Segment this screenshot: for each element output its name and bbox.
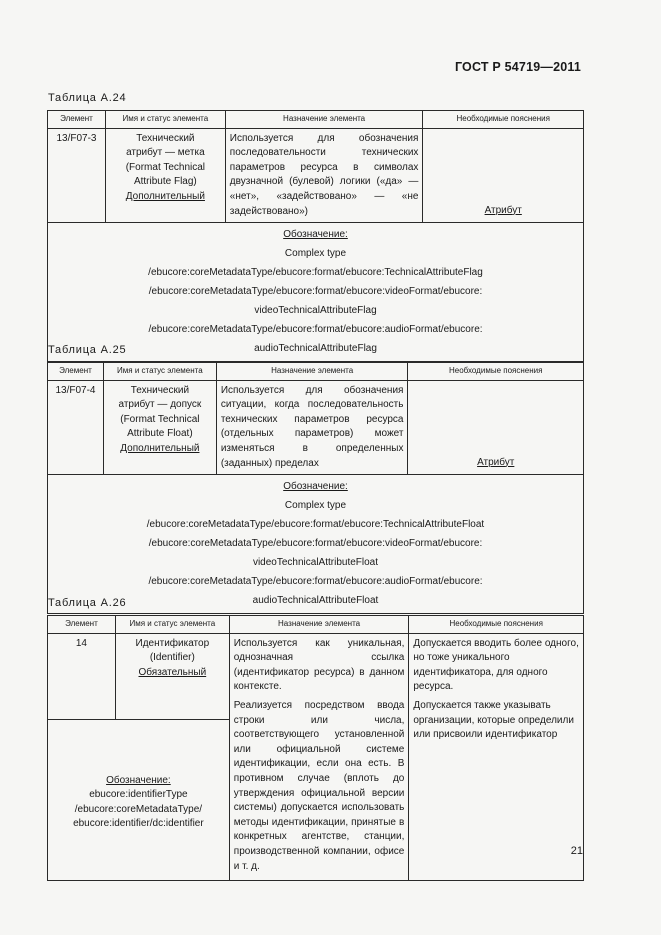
col-header-purpose: Назначение элемента	[229, 616, 409, 634]
table-a26-caption: Таблица А.26	[48, 597, 127, 609]
table-a24	[47, 110, 584, 362]
element-name: Технический атрибут — метка (Format Technical Attribute Flag) Дополнительный	[105, 128, 225, 223]
element-status: Дополнительный	[120, 442, 200, 454]
designation-label: Обозначение:	[283, 229, 348, 241]
designation-block: Обозначение: ebucore:identifierType /ebucore:coreMetadataType/ ebucore:identifier/dc:identifier	[48, 719, 230, 881]
element-status: Дополнительный	[125, 190, 205, 202]
designation-label: Обозначение:	[106, 774, 171, 786]
table-a25-caption: Таблица А.25	[48, 344, 127, 356]
element-name: Технический атрибут — допуск (Format Technical Attribute Float) Дополнительный	[103, 380, 216, 475]
col-header-name: Имя и статус элемента	[115, 616, 229, 634]
col-header-purpose: Назначение элемента	[225, 111, 423, 129]
element-id: 13/F07-3	[48, 128, 106, 223]
designation-label: Обозначение:	[283, 481, 348, 493]
element-notes: Атрибут	[423, 128, 584, 223]
page-number: 21	[570, 845, 583, 857]
col-header-element: Элемент	[48, 616, 116, 634]
table-a25	[47, 362, 584, 614]
col-header-purpose: Назначение элемента	[216, 363, 408, 381]
designation-block: Обозначение: Complex type /ebucore:coreMetadataType/ebucore:format/ebucore:TechnicalAttributeFloat /ebucore:coreMetadataType/ebucore:format/ebucore:videoFormat/ebucore: videoTechnicalAttributeFloat /ebucore:coreMetadataType/ebucore:format/ebucore:audioFormat/ebucore: audioTechnicalAttributeFloat	[48, 475, 584, 614]
element-status: Обязательный	[138, 666, 207, 678]
table-a26	[47, 615, 584, 881]
col-header-notes: Необходимые пояснения	[409, 616, 584, 634]
designation-block: Обозначение: Complex type /ebucore:coreMetadataType/ebucore:format/ebucore:TechnicalAttributeFlag /ebucore:coreMetadataType/ebucore:format/ebucore:videoFormat/ebucore: videoTechnicalAttributeFlag /ebucore:coreMetadataType/ebucore:format/ebucore:audioFormat/ebucore: audioTechnicalAttributeFlag	[48, 223, 584, 362]
col-header-name: Имя и статус элемента	[103, 363, 216, 381]
element-id: 14	[48, 633, 116, 719]
element-purpose: Используется как уникальная, однозначная ссылка (идентификатор ресурса) в данном контексте. Реализуется посредством ввода строки или числа, соответствующего установленной или официальной системе идентификации, если она есть. В противном случае (вплоть до утверждения официальной версии системы) допускается использовать методы идентификации, принятые в конкретных агентстве, станции, производственной компании, офисе и т. д.	[229, 633, 409, 881]
table-a24-caption: Таблица А.24	[48, 92, 127, 104]
element-notes: Атрибут	[408, 380, 584, 475]
element-name: Идентификатор (Identifier) Обязательный	[115, 633, 229, 719]
element-id: 13/F07-4	[48, 380, 104, 475]
element-purpose: Используется для обозначения последовательности технических параметров ресурса в символах двузначной (булевой) логики («да» — «нет», «задействовано» — «не задействовано»)	[225, 128, 423, 223]
standard-header: ГОСТ Р 54719—2011	[454, 60, 581, 74]
col-header-element: Элемент	[48, 111, 106, 129]
element-purpose: Используется для обозначения ситуации, когда последовательность технических параметров ресурса (отдельных параметров) может изменяться в определенных (заданных) пределах	[216, 380, 408, 475]
col-header-element: Элемент	[48, 363, 104, 381]
element-notes: Допускается вводить более одного, но тоже уникального идентификатора, для одного ресурса. Допускается также указывать организации, которые определили или присвоили идентификатор	[409, 633, 584, 881]
col-header-notes: Необходимые пояснения	[408, 363, 584, 381]
col-header-notes: Необходимые пояснения	[423, 111, 584, 129]
col-header-name: Имя и статус элемента	[105, 111, 225, 129]
